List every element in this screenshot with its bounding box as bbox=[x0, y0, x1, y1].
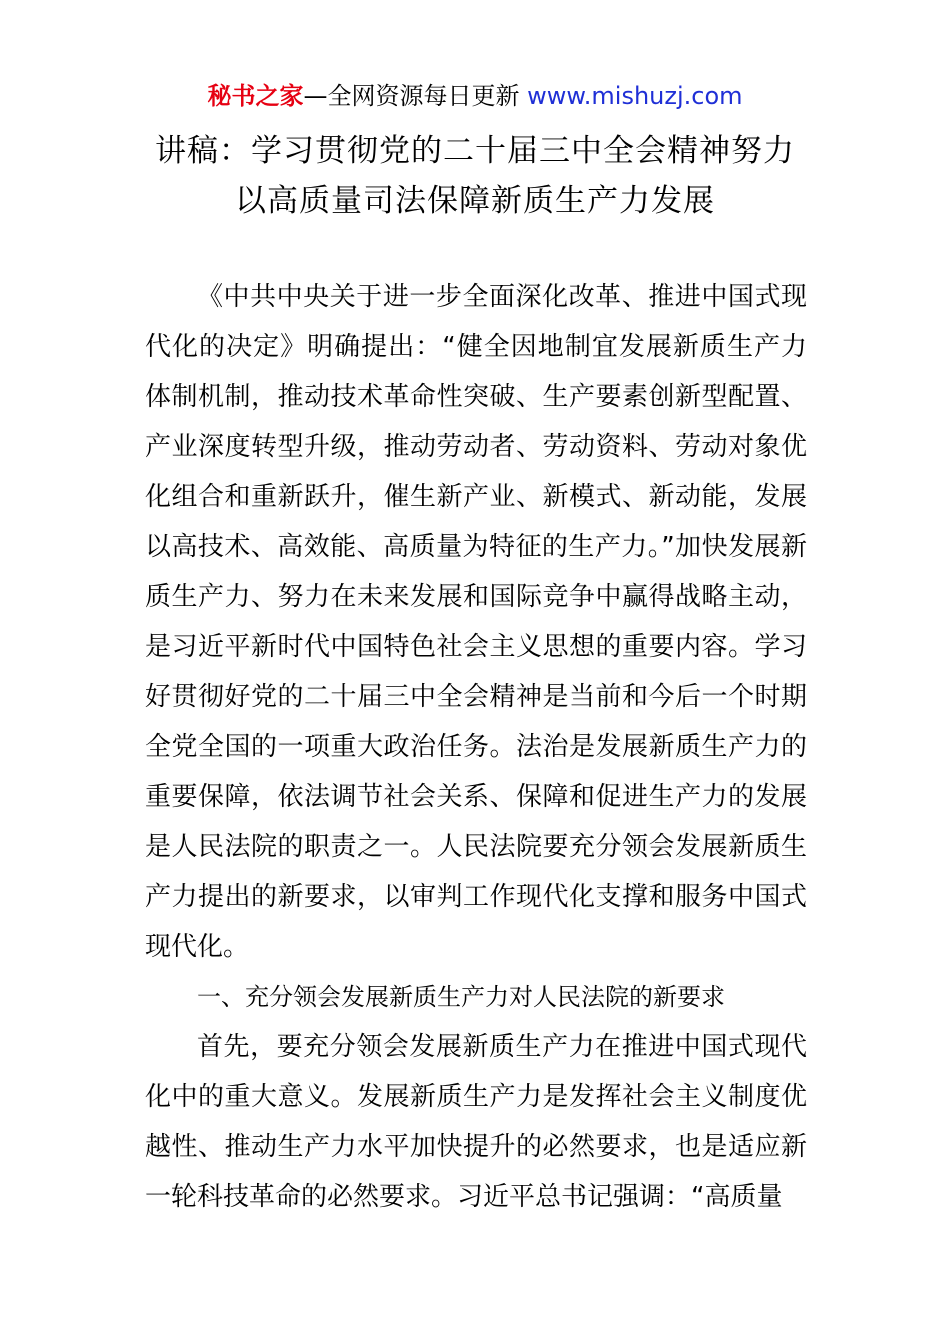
site-brand: 秘书之家 bbox=[207, 82, 304, 110]
paragraph-intro: 《中共中央关于进一步全面深化改革、推进中国式现代化的决定》明确提出：“健全因地制宜发展新质生产力体制机制，推动技术革命性突破、生产要素创新型配置、产业深度转型升级，推动劳动者、劳动资料、劳动对象优化组合和重新跃升，催生新产业、新模式、新动能，发展以高技术、高效能、高质量为特征的生产力。”加快发展新质生产力、努力在未来发展和国际竞争中赢得战略主动，是习近平新时代中国特色社会主义思想的重要内容。学习好贯彻好党的二十届三中全会精神是当前和今后一个时期全党全国的一项重大政治任务。法治是发展新质生产力的重要保障，依法调节社会关系、保障和促进生产力的发展是人民法院的职责之一。人民法院要充分领会发展新质生产力提出的新要求，以审判工作现代化支撑和服务中国式现代化。 bbox=[145, 282, 807, 962]
section-heading-1: 一、充分领会发展新质生产力对人民法院的新要求 bbox=[197, 983, 725, 1011]
document-body bbox=[145, 272, 807, 1222]
page-title bbox=[0, 126, 950, 226]
title-line-1: 讲稿：学习贯彻党的二十届三中全会精神努力 bbox=[155, 133, 795, 169]
paragraph-first: 首先，要充分领会发展新质生产力在推进中国式现代化中的重大意义。发展新质生产力是发挥社会主义制度优越性、推动生产力水平加快提升的必然要求，也是适应新一轮科技革命的必然要求。习近平总书记强调：“高质量 bbox=[145, 1032, 807, 1212]
site-url[interactable]: www.mishuzj.com bbox=[527, 82, 743, 110]
site-header bbox=[0, 80, 950, 112]
site-tagline: —全网资源每日更新 bbox=[303, 82, 528, 110]
title-line-2: 以高质量司法保障新质生产力发展 bbox=[235, 183, 715, 219]
